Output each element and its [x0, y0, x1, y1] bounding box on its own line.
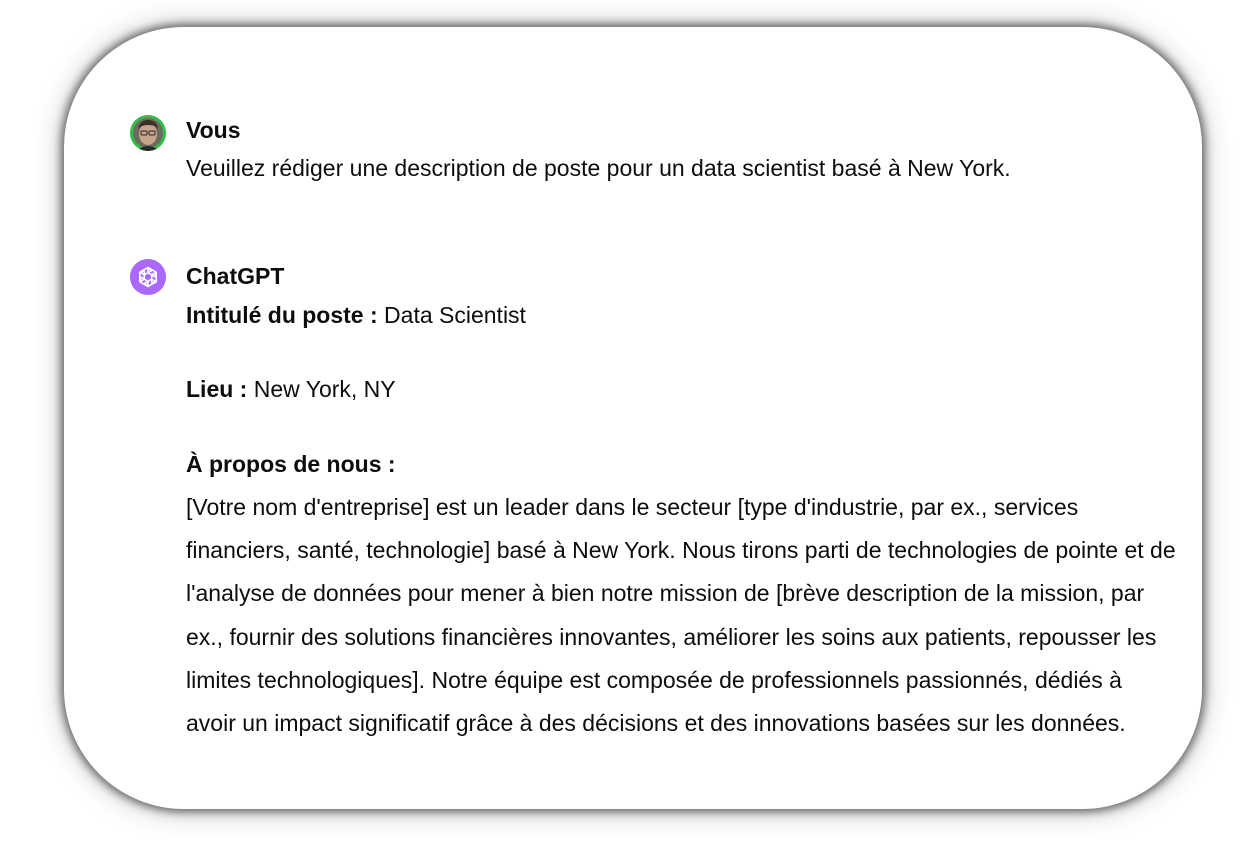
openai-logo-icon: [130, 259, 166, 295]
location-line: [186, 376, 396, 403]
about-heading: À propos de nous :: [186, 451, 396, 477]
user-message-text: Veuillez rédiger une description de poste pour un data scientist basé à New York.: [186, 155, 1011, 181]
assistant-avatar: [130, 259, 166, 295]
job-title-label: Intitulé du poste :: [186, 302, 378, 328]
location-label: Lieu :: [186, 376, 248, 402]
user-photo-avatar-icon: [130, 115, 166, 151]
job-title-value: Data Scientist: [384, 302, 526, 328]
job-title-line: [186, 302, 526, 329]
user-sender-name: Vous: [186, 117, 241, 143]
about-paragraph: [Votre nom d'entreprise] est un leader dans le secteur [type d'industrie, par ex., services financiers, santé, technologie] basé à New York. Nous tirons parti de technologies de pointe et de l'analyse de données pour mener à bien notre mission de [brève description de la mission, par ex., fournir des solutions financières innovantes, améliorer les soins aux patients, repousser les limites technologiques]. Notre équipe est composée de professionnels passionnés, dédiés à avoir un impact significatif grâce à des décisions et des innovations basées sur les données.: [186, 494, 1176, 737]
assistant-sender-name: ChatGPT: [186, 263, 285, 289]
location-value: New York, NY: [253, 376, 396, 402]
user-avatar: [130, 115, 166, 151]
